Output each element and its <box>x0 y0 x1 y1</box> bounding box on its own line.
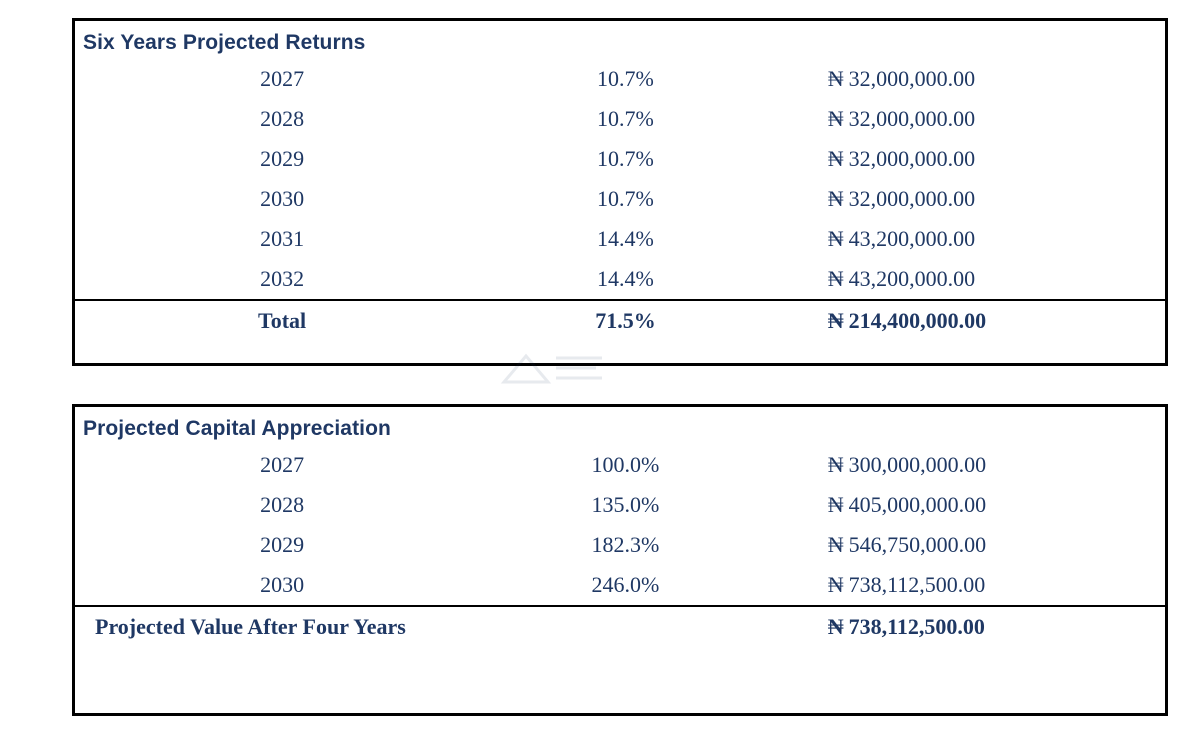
returns-row-percent: 14.4% <box>597 266 654 291</box>
naira-icon: ₦ <box>827 226 844 251</box>
returns-row-percent: 14.4% <box>597 226 654 251</box>
appreciation-row-amount-value: 546,750,000.00 <box>848 532 987 557</box>
returns-row-percent: 10.7% <box>597 66 654 91</box>
table-row <box>75 259 1165 300</box>
appreciation-row-percent: 182.3% <box>591 532 660 557</box>
returns-row-year: 2032 <box>260 266 305 291</box>
projected-value-label: Projected Value After Four Years <box>75 606 762 647</box>
returns-row-year: 2031 <box>260 226 305 251</box>
returns-row-amount <box>762 139 1165 179</box>
naira-icon: ₦ <box>827 614 844 639</box>
returns-table-title: Six Years Projected Returns <box>83 31 366 54</box>
naira-icon: ₦ <box>827 106 844 131</box>
returns-row-amount-value: 32,000,000.00 <box>848 146 976 171</box>
appreciation-row-amount-value: 405,000,000.00 <box>848 492 987 517</box>
naira-icon: ₦ <box>827 532 844 557</box>
appreciation-row-amount-value: 300,000,000.00 <box>848 452 987 477</box>
naira-icon: ₦ <box>827 572 844 597</box>
appreciation-row-percent: 246.0% <box>591 572 660 597</box>
table-row <box>75 525 1165 565</box>
table-row <box>75 445 1165 485</box>
returns-row-amount <box>762 59 1165 99</box>
returns-total-percent: 71.5% <box>489 300 762 341</box>
returns-row-year: 2027 <box>260 66 305 91</box>
table-row <box>75 179 1165 219</box>
returns-row-year: 2028 <box>260 106 305 131</box>
appreciation-table-title: Projected Capital Appreciation <box>83 417 391 440</box>
naira-icon: ₦ <box>827 308 844 333</box>
table-row <box>75 485 1165 525</box>
projected-value-amount <box>762 606 1165 647</box>
returns-row-amount <box>762 99 1165 139</box>
appreciation-row-amount <box>762 565 1165 606</box>
table-row <box>75 99 1165 139</box>
returns-row-amount-value: 43,200,000.00 <box>848 266 976 291</box>
returns-total-label: Total <box>75 300 489 341</box>
returns-total-amount <box>762 300 1165 341</box>
returns-row-amount-value: 43,200,000.00 <box>848 226 976 251</box>
returns-table <box>75 59 1165 341</box>
appreciation-table <box>75 445 1165 647</box>
naira-icon: ₦ <box>827 452 844 477</box>
projected-value-amount-value: 738,112,500.00 <box>848 614 985 639</box>
six-years-projected-returns-panel <box>72 18 1168 366</box>
returns-row-year: 2029 <box>260 146 305 171</box>
returns-row-amount <box>762 259 1165 300</box>
returns-row-year: 2030 <box>260 186 305 211</box>
returns-row-percent: 10.7% <box>597 186 654 211</box>
appreciation-row-amount <box>762 485 1165 525</box>
appreciation-row-year: 2030 <box>260 572 305 597</box>
naira-icon: ₦ <box>827 66 844 91</box>
returns-total-amount-value: 214,400,000.00 <box>848 308 987 333</box>
returns-row-amount <box>762 179 1165 219</box>
table-row <box>75 139 1165 179</box>
appreciation-row-percent: 135.0% <box>591 492 660 517</box>
returns-row-percent: 10.7% <box>597 146 654 171</box>
appreciation-row-year: 2029 <box>260 532 305 557</box>
naira-icon: ₦ <box>827 492 844 517</box>
table-row <box>75 59 1165 99</box>
projected-capital-appreciation-panel <box>72 404 1168 716</box>
returns-total-row <box>75 300 1165 341</box>
returns-row-amount-value: 32,000,000.00 <box>848 106 976 131</box>
appreciation-row-amount <box>762 525 1165 565</box>
appreciation-row-amount-value: 738,112,500.00 <box>848 572 986 597</box>
returns-row-amount-value: 32,000,000.00 <box>848 66 976 91</box>
naira-icon: ₦ <box>827 186 844 211</box>
appreciation-row-year: 2027 <box>260 452 305 477</box>
returns-row-amount <box>762 219 1165 259</box>
naira-icon: ₦ <box>827 266 844 291</box>
table-row <box>75 219 1165 259</box>
appreciation-row-amount <box>762 445 1165 485</box>
returns-row-amount-value: 32,000,000.00 <box>848 186 976 211</box>
returns-row-percent: 10.7% <box>597 106 654 131</box>
appreciation-footer-row <box>75 606 1165 647</box>
appreciation-row-percent: 100.0% <box>591 452 660 477</box>
naira-icon: ₦ <box>827 146 844 171</box>
table-row <box>75 565 1165 606</box>
appreciation-row-year: 2028 <box>260 492 305 517</box>
